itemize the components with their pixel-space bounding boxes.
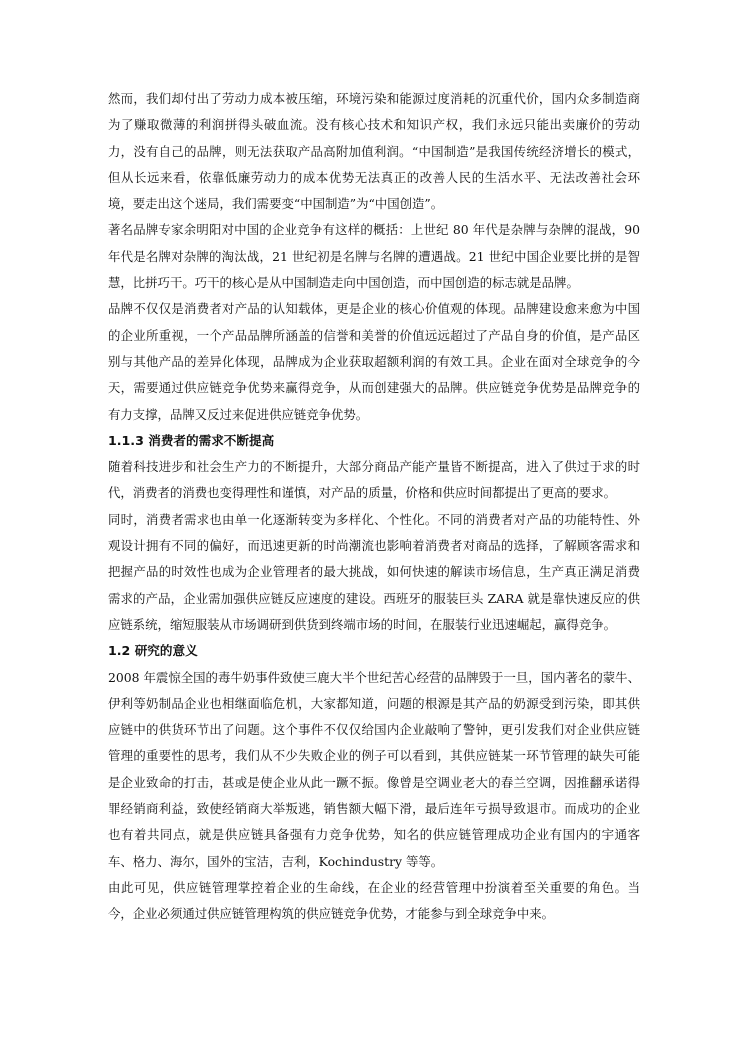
section-heading-research-significance: 1.2 研究的意义 — [108, 643, 198, 659]
document-page — [108, 86, 640, 928]
paragraph-conclusion: 由此可见，供应链管理掌控着企业的生命线，在企业的经营管理中扮演着至关重要的角色。当今，企业必须通过供应链管理构筑的供应链竞争优势，才能参与到全球竞争中来。 — [108, 879, 640, 922]
paragraph-brand-expert: 著名品牌专家余明阳对中国的企业竞争有这样的概括：上世纪 80 年代是杂牌与杂牌的混战，90 年代是名牌对杂牌的淘汰战，21 世纪初是名牌与名牌的遭遇战。21 世纪中国企业要比拼的是智慧，比拼巧干。巧干的核心是从中国制造走向中国创造，而中国创造的标志就是品牌。 — [108, 222, 640, 291]
paragraph-milk-incident: 2008 年震惊全国的毒牛奶事件致使三鹿大半个世纪苦心经营的品牌毁于一旦，国内著名的蒙牛、伊利等奶制品企业也相继面临危机，大家都知道，问题的根源是其产品的奶源受到污染，即其供应链中的供货环节出了问题。这个事件不仅仅给国内企业敲响了警钟，更引发我们对企业供应链管理的重要性的思考，我们从不少失败企业的例子可以看到，其供应链某一环节管理的缺失可能是企业致命的打击，甚或是使企业从此一蹶不振。像曾是空调业老大的春兰空调，因推翻承诺得罪经销商利益，致使经销商大举叛逃，销售额大幅下滑，最后连年亏损导致退市。而成功的企业也有着共同点，就是供应链具备强有力竞争优势，知名的供应链管理成功企业有国内的宇通客车、格力、海尔，国外的宝洁，吉利，Kochindustry 等等。 — [108, 669, 640, 869]
paragraph-labor-cost: 然而，我们却付出了劳动力成本被压缩，环境污染和能源过度消耗的沉重代价，国内众多制造商为了赚取微薄的利润拼得头破血流。没有核心技术和知识产权，我们永远只能出卖廉价的劳动力，没有自己的品牌，则无法获取产品高附加值利润。“中国制造”是我国传统经济增长的模式，但从长远来看，依靠低廉劳动力的成本优势无法真正的改善人民的生活水平、无法改善社会环境，要走出这个迷局，我们需要变“中国制造”为“中国创造”。 — [108, 91, 640, 212]
paragraph-brand-value: 品牌不仅仅是消费者对产品的认知载体，更是企业的核心价值观的体现。品牌建设愈来愈为中国的企业所重视，一个产品品牌所涵盖的信誉和美誉的价值远远超过了产品自身的价值，是产品区别与其他产品的差异化体现，品牌成为企业获取超额利润的有效工具。企业在面对全球竞争的今天，需要通过供应链竞争优势来赢得竞争，从而创建强大的品牌。供应链竞争优势是品牌竞争的有力支撑，品牌又反过来促进供应链竞争优势。 — [108, 301, 640, 422]
paragraph-consumer-rational: 随着科技进步和社会生产力的不断提升，大部分商品产能产量皆不断提高，进入了供过于求的时代，消费者的消费也变得理性和谨慎，对产品的质量，价格和供应时间都提出了更高的要求。 — [108, 459, 640, 501]
section-heading-consumer-demand: 1.1.3 消费者的需求不断提高 — [108, 432, 275, 448]
paragraph-consumer-diversity: 同时，消费者需求也由单一化逐渐转变为多样化、个性化。不同的消费者对产品的功能特性、外观设计拥有不同的偏好，而迅速更新的时尚潮流也影响着消费者对商品的选择，了解顾客需求和把握产品的时效性也成为企业管理者的最大挑战，如何快速的解读市场信息，生产真正满足消费需求的产品，企业需加强供应链反应速度的建设。西班牙的服装巨头 ZARA 就是靠快速反应的供应链系统，缩短服装从市场调研到供货到终端市场的时间，在服装行业迅速崛起，赢得竞争。 — [108, 511, 640, 632]
